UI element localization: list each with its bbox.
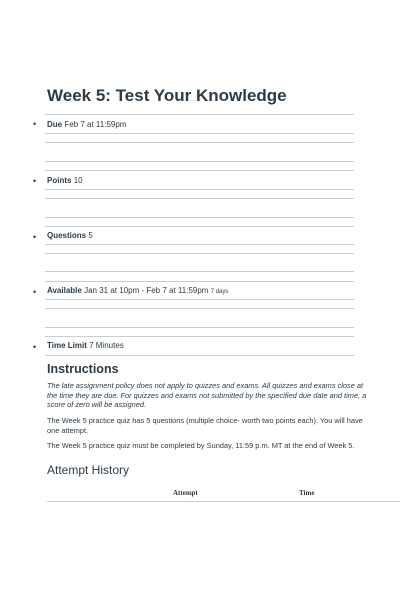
divider [45, 198, 354, 199]
list-bullet [33, 347, 38, 352]
detail-value: 5 [88, 231, 93, 240]
divider [45, 281, 354, 282]
divider [45, 161, 354, 162]
page-title: Week 5: Test Your Knowledge [47, 86, 287, 105]
detail-points [47, 176, 83, 185]
divider [45, 253, 354, 254]
detail-value: Jan 31 at 10pm - Feb 7 at 11:59pm [84, 286, 209, 295]
list-bullet [33, 124, 38, 129]
detail-label: Available [47, 286, 82, 295]
column-header-time: Time [299, 489, 315, 497]
detail-label: Due [47, 120, 63, 129]
list-bullet [33, 181, 38, 186]
divider [45, 299, 354, 300]
detail-label: Points [47, 176, 72, 185]
detail-value: 7 Minutes [89, 341, 124, 350]
divider [45, 336, 354, 337]
detail-questions [47, 231, 93, 240]
late-policy-text: The late assignment policy does not apply to quizzes and exams. All quizzes and exams close at the time they are due. For quizzes and exams not submitted by the specified due date and time, a score of zero will be assigned. [47, 381, 367, 410]
divider [45, 308, 354, 309]
detail-label: Time Limit [47, 341, 87, 350]
divider [45, 170, 354, 171]
divider [45, 114, 354, 115]
divider [45, 189, 354, 190]
list-bullet [33, 237, 38, 242]
instructions-heading: Instructions [47, 362, 119, 376]
detail-due [47, 120, 126, 129]
divider [45, 327, 354, 328]
divider [45, 142, 354, 143]
divider [45, 355, 354, 356]
detail-label: Questions [47, 231, 87, 240]
attempt-history-heading: Attempt History [47, 463, 130, 477]
divider [45, 217, 354, 218]
divider [45, 244, 354, 245]
detail-value: Feb 7 at 11:59pm [64, 120, 127, 129]
list-bullet [33, 292, 38, 297]
divider [45, 271, 354, 272]
attempt-history-table-header [47, 487, 400, 502]
detail-time-limit [47, 341, 124, 350]
divider [45, 226, 354, 227]
completion-info-text: The Week 5 practice quiz must be completed by Sunday, 11:59 p.m. MT at the end of Week 5. [47, 441, 355, 450]
divider [45, 133, 354, 134]
detail-value: 10 [73, 176, 83, 185]
detail-duration: 7 days [210, 289, 229, 295]
detail-available [47, 286, 228, 295]
column-header-attempt: Attempt [173, 489, 198, 497]
practice-info-text: The Week 5 practice quiz has 5 questions (multiple choice- worth two points each). You will have one attempt. [47, 416, 363, 435]
